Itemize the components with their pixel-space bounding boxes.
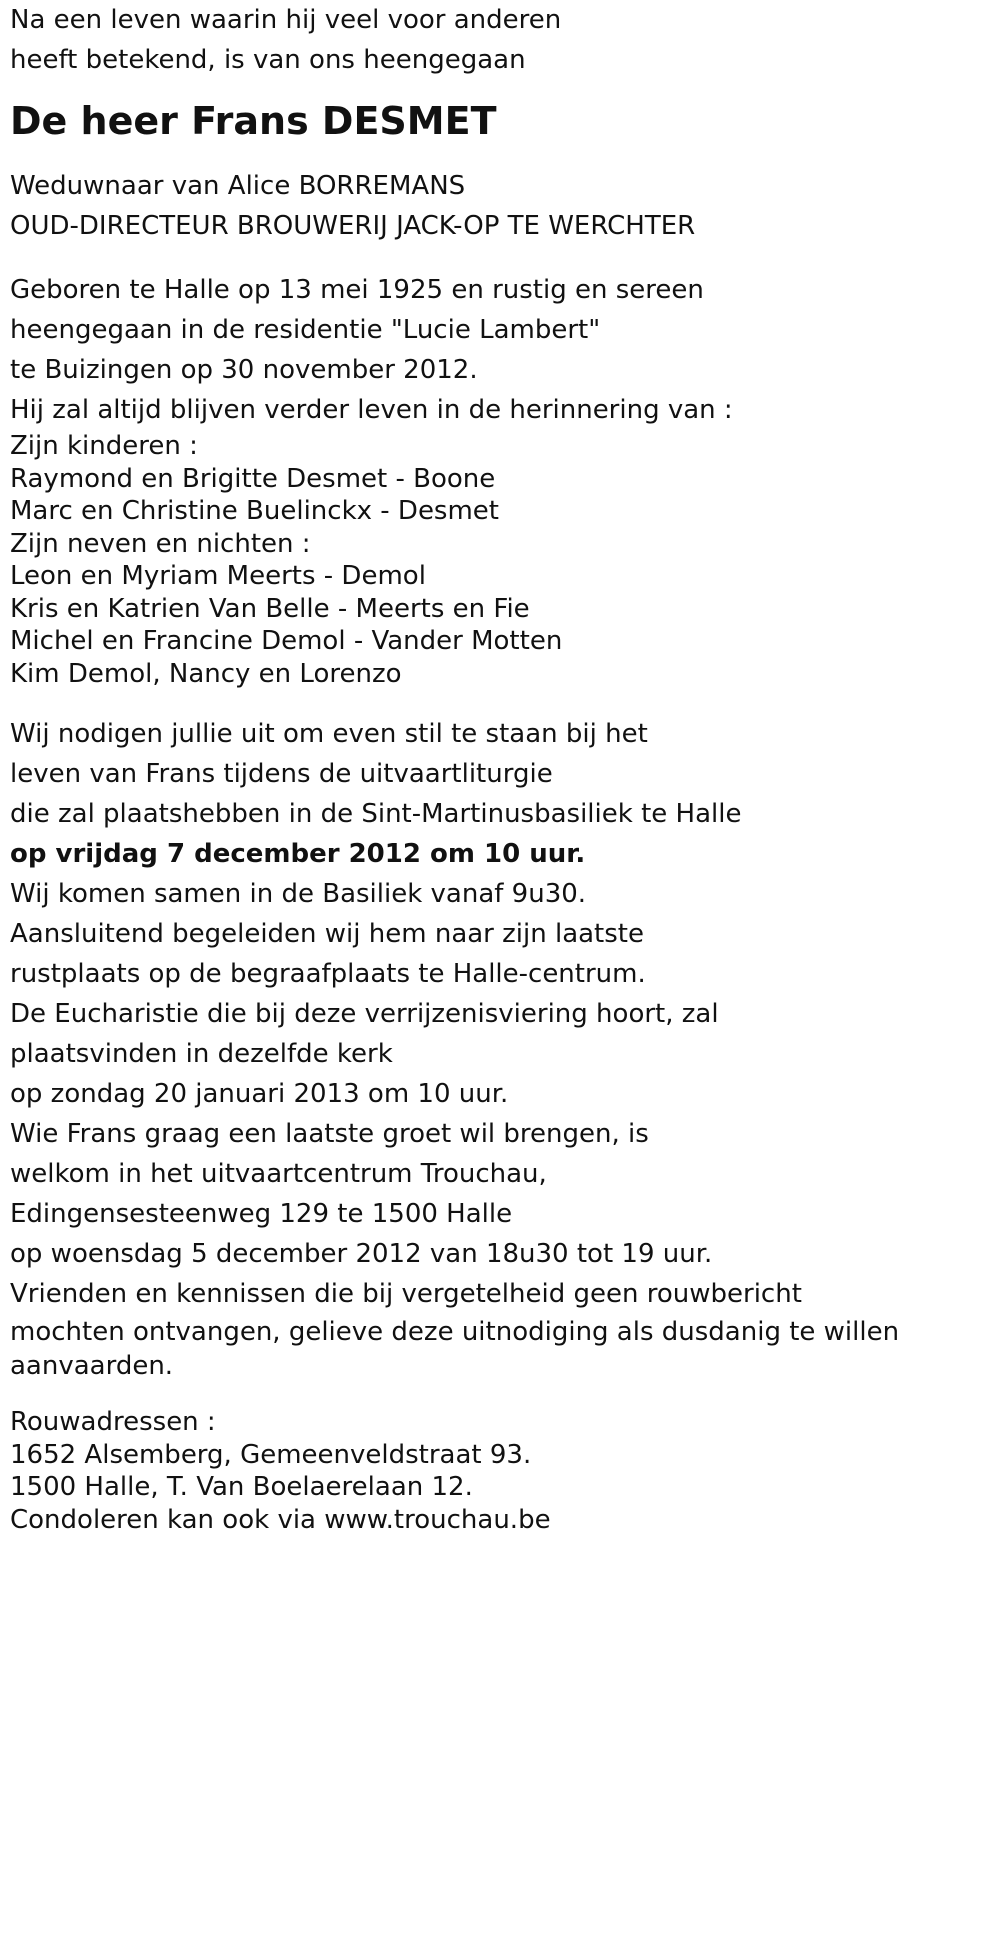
ceremony-line: Wij komen samen in de Basiliek vanaf 9u30. <box>10 879 587 909</box>
ceremony-line: die zal plaatshebben in de Sint-Martinusbasiliek te Halle <box>10 799 742 829</box>
cousin-line: Kris en Katrien Van Belle - Meerts en Fie <box>10 593 530 624</box>
child-line: Marc en Christine Buelinckx - Desmet <box>10 496 499 526</box>
addresses-block <box>10 1406 990 1536</box>
ceremony-line: plaatsvinden in dezelfde kerk <box>10 1039 393 1069</box>
intro-line-1: Na een leven waarin hij veel voor anderen <box>10 5 562 35</box>
ceremony-last-line: aanvaarden. <box>10 1351 174 1381</box>
family-block <box>10 390 990 690</box>
cousin-line: Michel en Francine Demol - Vander Motten <box>10 626 563 656</box>
children-label: Zijn kinderen : <box>10 431 198 461</box>
ceremony-line: rustplaats op de begraafplaats te Halle-centrum. <box>10 959 646 989</box>
cousins-label: Zijn neven en nichten : <box>10 528 311 559</box>
ceremony-line: Edingensesteenweg 129 te 1500 Halle <box>10 1199 513 1229</box>
birth-line-2: heengegaan in de residentie "Lucie Lambert" <box>10 315 601 345</box>
ceremony-block <box>10 714 990 1382</box>
death-notice <box>10 0 990 1536</box>
family-intro: Hij zal altijd blijven verder leven in de herinnering van : <box>10 395 733 425</box>
ceremony-line: op zondag 20 januari 2013 om 10 uur. <box>10 1079 509 1109</box>
ceremony-date: op vrijdag 7 december 2012 om 10 uur. <box>10 839 586 869</box>
cousin-line: Kim Demol, Nancy en Lorenzo <box>10 658 402 689</box>
ceremony-line: welkom in het uitvaartcentrum Trouchau, <box>10 1159 547 1189</box>
ceremony-line: op woensdag 5 december 2012 van 18u30 tot 19 uur. <box>10 1239 713 1269</box>
ceremony-line: Vrienden en kennissen die bij vergetelheid geen rouwbericht <box>10 1279 802 1309</box>
address-line: 1652 Alsemberg, Gemeenveldstraat 93. <box>10 1439 532 1470</box>
deceased-name: De heer Frans DESMET <box>10 99 497 143</box>
condolence-line: Condoleren kan ook via www.trouchau.be <box>10 1504 551 1535</box>
ceremony-line: Wie Frans graag een laatste groet wil brengen, is <box>10 1119 649 1149</box>
child-line: Raymond en Brigitte Desmet - Boone <box>10 463 496 494</box>
ceremony-line: Aansluitend begeleiden wij hem naar zijn laatste <box>10 919 644 949</box>
cousin-line: Leon en Myriam Meerts - Demol <box>10 561 426 591</box>
ceremony-line: De Eucharistie die bij deze verrijzenisviering hoort, zal <box>10 999 719 1029</box>
address-line: 1500 Halle, T. Van Boelaerelaan 12. <box>10 1472 473 1502</box>
intro-line-2: heeft betekend, is van ons heengegaan <box>10 45 526 75</box>
birth-line-1: Geboren te Halle op 13 mei 1925 en rustig en sereen <box>10 275 704 305</box>
role-line-2: OUD-DIRECTEUR BROUWERIJ JACK-OP TE WERCHTER <box>10 211 696 241</box>
birth-line-3: te Buizingen op 30 november 2012. <box>10 355 478 385</box>
role-line-1: Weduwnaar van Alice BORREMANS <box>10 171 466 201</box>
addresses-label: Rouwadressen : <box>10 1407 216 1437</box>
ceremony-line: Wij nodigen jullie uit om even stil te staan bij het <box>10 719 648 749</box>
ceremony-line: leven van Frans tijdens de uitvaartliturgie <box>10 759 553 789</box>
ceremony-line: mochten ontvangen, gelieve deze uitnodiging als dusdanig te willen <box>10 1317 900 1347</box>
